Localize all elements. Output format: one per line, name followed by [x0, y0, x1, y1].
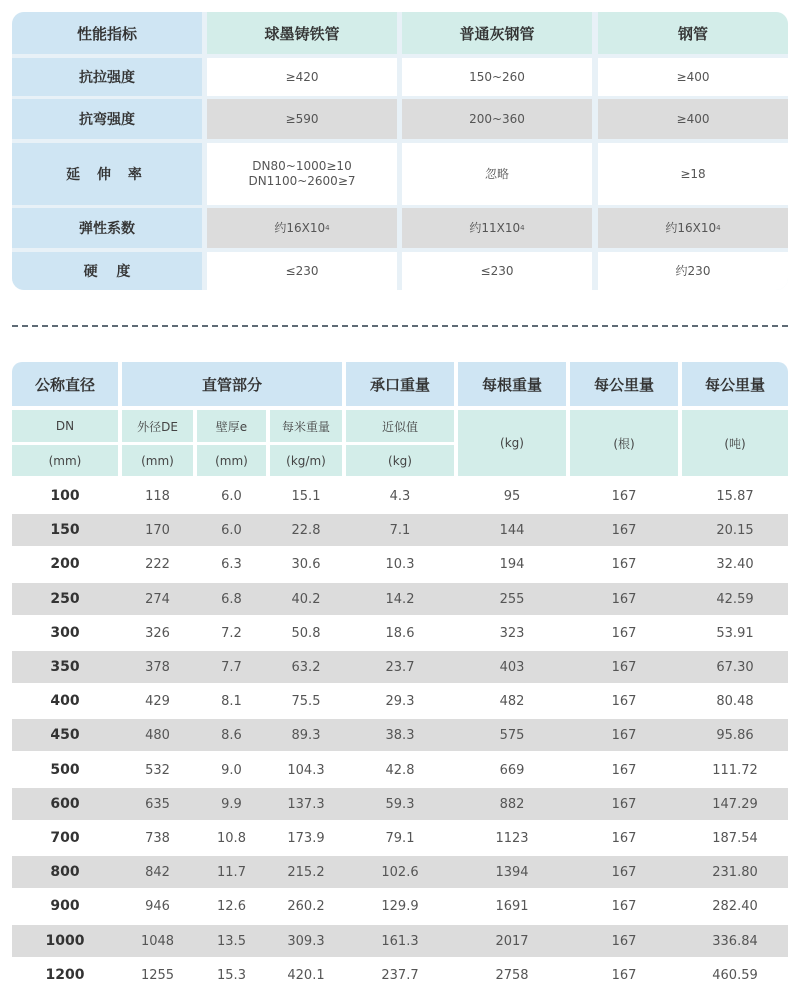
cell-per-km-weight: 111.72: [712, 762, 758, 778]
cell-per-km-weight: 336.84: [712, 933, 758, 949]
cell-per-piece-weight: 144: [499, 522, 525, 538]
cell-per-km-weight: 67.30: [716, 659, 754, 675]
cell-per-km-count: 167: [611, 659, 637, 675]
table-row: [12, 514, 788, 546]
cell-per-km-count: 167: [611, 830, 637, 846]
comparison-row: [12, 143, 788, 205]
cell-per-piece-weight: 2758: [495, 967, 529, 983]
cell-value: 200~360: [402, 99, 592, 139]
cell-per-meter-weight: 137.3: [287, 796, 325, 812]
table-row: [12, 548, 788, 580]
table-row: [12, 480, 788, 512]
cell-per-meter-weight: 420.1: [287, 967, 325, 983]
cell-socket-weight: 79.1: [385, 830, 415, 846]
row-label: 抗拉强度: [12, 58, 202, 96]
cell-value: ≥420: [207, 58, 397, 96]
cell-per-km-weight: 32.40: [716, 556, 754, 572]
cell-per-km-weight: 15.87: [716, 488, 754, 504]
elongation-line-2: DN1100~2600≥7: [248, 174, 356, 188]
cell-value: ≤230: [402, 252, 592, 290]
cell-outer-diameter: 1255: [140, 967, 175, 983]
cell-wall-thickness: 8.1: [221, 693, 242, 709]
cell-per-km-weight: 42.59: [716, 591, 754, 607]
cell-outer-diameter: 1048: [140, 933, 175, 949]
cell-outer-diameter: 842: [145, 864, 170, 880]
row-label: 延 伸 率: [12, 143, 202, 205]
cell-per-km-weight: 231.80: [712, 864, 758, 880]
cell-dn: 1200: [45, 967, 85, 983]
cell-outer-diameter: 532: [145, 762, 170, 778]
cell-socket-weight: 14.2: [385, 591, 415, 607]
subheader-dn: DN: [12, 410, 118, 442]
cell-wall-thickness: 15.3: [217, 967, 246, 983]
cell-per-piece-weight: 255: [499, 591, 525, 607]
cell-value: [598, 208, 788, 248]
cell-value: 约230: [598, 252, 788, 290]
subheader-ton-unit: (吨): [682, 410, 788, 476]
cell-dn: 1000: [45, 933, 85, 949]
cell-dn: 500: [50, 762, 80, 778]
subheader-count-unit: (根): [570, 410, 678, 476]
cell-outer-diameter: 480: [145, 727, 170, 743]
header-per-km-weight: 每公里量: [682, 362, 788, 406]
cell-per-piece-weight: 95: [503, 488, 521, 504]
cell-per-piece-weight: 1691: [495, 898, 529, 914]
cell-socket-weight: 129.9: [381, 898, 419, 914]
cell-dn: 350: [50, 659, 80, 675]
cell-per-piece-weight: 1394: [495, 864, 529, 880]
cell-socket-weight: 4.3: [389, 488, 411, 504]
cell-per-piece-weight: 403: [499, 659, 525, 675]
header-per-piece-weight: 每根重量: [458, 362, 566, 406]
cell-per-meter-weight: 260.2: [287, 898, 325, 914]
exponent: 4: [716, 223, 721, 232]
table-row: [12, 583, 788, 615]
comparison-header-row: [12, 12, 788, 54]
header-indicator: 性能指标: [12, 12, 202, 54]
elongation-line-1: DN80~1000≥10: [252, 159, 352, 173]
cell-per-meter-weight: 89.3: [291, 727, 321, 743]
table-row: [12, 925, 788, 957]
cell-socket-weight: 59.3: [385, 796, 415, 812]
cell-per-km-count: 167: [611, 591, 637, 607]
cell-per-km-count: 167: [611, 898, 637, 914]
comparison-row: [12, 208, 788, 248]
table-row: [12, 719, 788, 751]
cell-value: ≥400: [598, 99, 788, 139]
cell-per-km-count: 167: [611, 556, 637, 572]
cell-per-meter-weight: 104.3: [287, 762, 325, 778]
cell-wall-thickness: 12.6: [217, 898, 246, 914]
pipe-spec-table: [12, 362, 788, 990]
subheader-per-meter-unit: (kg/m): [270, 445, 342, 476]
cell-socket-weight: 18.6: [385, 625, 415, 641]
cell-dn: 900: [50, 898, 80, 914]
cell-socket-weight: 237.7: [381, 967, 419, 983]
header-ductile-iron: 球墨铸铁管: [207, 12, 397, 54]
cell-per-km-weight: 53.91: [716, 625, 754, 641]
cell-per-piece-weight: 882: [499, 796, 525, 812]
cell-wall-thickness: 6.0: [221, 488, 242, 504]
cell-value: ≥400: [598, 58, 788, 96]
modulus-value: 约16X10: [274, 220, 326, 235]
cell-per-meter-weight: 15.1: [291, 488, 321, 504]
subheader-wall-thickness: 壁厚e: [197, 410, 266, 442]
subheader-outer-diameter: 外径DE: [122, 410, 193, 442]
cell-value: [402, 208, 592, 248]
cell-outer-diameter: 635: [145, 796, 170, 812]
subheader-od-unit: (mm): [122, 445, 193, 476]
comparison-row: [12, 99, 788, 139]
cell-socket-weight: 38.3: [385, 727, 415, 743]
cell-value: ≤230: [207, 252, 397, 290]
cell-per-meter-weight: 173.9: [287, 830, 325, 846]
table-row: [12, 754, 788, 786]
cell-per-piece-weight: 2017: [495, 933, 529, 949]
cell-outer-diameter: 946: [145, 898, 170, 914]
cell-outer-diameter: 222: [145, 556, 170, 572]
cell-wall-thickness: 7.2: [221, 625, 242, 641]
table-row: [12, 822, 788, 854]
cell-outer-diameter: 378: [145, 659, 170, 675]
cell-per-km-count: 167: [611, 693, 637, 709]
cell-wall-thickness: 9.9: [221, 796, 242, 812]
cell-per-meter-weight: 22.8: [291, 522, 321, 538]
table-row: [12, 685, 788, 717]
cell-dn: 700: [50, 830, 80, 846]
header-straight-pipe: 直管部分: [122, 362, 342, 406]
cell-per-meter-weight: 40.2: [291, 591, 321, 607]
cell-dn: 250: [50, 591, 80, 607]
cell-dn: 150: [50, 522, 80, 538]
cell-wall-thickness: 6.0: [221, 522, 242, 538]
row-label: 抗弯强度: [12, 99, 202, 139]
cell-per-km-count: 167: [611, 488, 637, 504]
cell-per-km-weight: 460.59: [712, 967, 758, 983]
table-row: [12, 617, 788, 649]
cell-per-piece-weight: 669: [499, 762, 525, 778]
cell-per-km-weight: 187.54: [712, 830, 758, 846]
cell-socket-weight: 42.8: [385, 762, 415, 778]
row-label: 硬 度: [12, 252, 202, 290]
cell-socket-weight: 161.3: [381, 933, 419, 949]
subheader-wall-unit: (mm): [197, 445, 266, 476]
cell-value: [207, 143, 397, 205]
cell-per-km-weight: 282.40: [712, 898, 758, 914]
cell-per-km-count: 167: [611, 762, 637, 778]
cell-per-meter-weight: 215.2: [287, 864, 325, 880]
cell-dn: 600: [50, 796, 80, 812]
cell-per-meter-weight: 75.5: [291, 693, 321, 709]
header-per-km-count: 每公里量: [570, 362, 678, 406]
header-socket-weight: 承口重量: [346, 362, 454, 406]
cell-socket-weight: 102.6: [381, 864, 419, 880]
cell-socket-weight: 10.3: [385, 556, 415, 572]
cell-per-piece-weight: 482: [499, 693, 525, 709]
cell-per-km-count: 167: [611, 796, 637, 812]
cell-outer-diameter: 326: [145, 625, 170, 641]
cell-per-km-count: 167: [611, 933, 637, 949]
cell-wall-thickness: 7.7: [221, 659, 242, 675]
cell-per-piece-weight: 194: [499, 556, 525, 572]
cell-dn: 800: [50, 864, 80, 880]
cell-socket-weight: 29.3: [385, 693, 415, 709]
cell-per-km-weight: 80.48: [716, 693, 754, 709]
cell-value: 忽略: [402, 143, 592, 205]
cell-wall-thickness: 11.7: [217, 864, 246, 880]
table-row: [12, 959, 788, 991]
cell-outer-diameter: 738: [145, 830, 170, 846]
cell-wall-thickness: 6.8: [221, 591, 242, 607]
cell-dn: 300: [50, 625, 80, 641]
cell-socket-weight: 7.1: [389, 522, 411, 538]
subheader-piece-unit: (kg): [458, 410, 566, 476]
comparison-row: [12, 252, 788, 290]
subheader-dn-unit: (mm): [12, 445, 118, 476]
cell-per-meter-weight: 30.6: [291, 556, 321, 572]
cell-outer-diameter: 274: [145, 591, 170, 607]
cell-wall-thickness: 13.5: [217, 933, 246, 949]
row-label: 弹性系数: [12, 208, 202, 248]
cell-wall-thickness: 9.0: [221, 762, 242, 778]
modulus-value: 约11X10: [469, 220, 521, 235]
cell-outer-diameter: 429: [145, 693, 170, 709]
cell-per-piece-weight: 575: [499, 727, 525, 743]
cell-wall-thickness: 10.8: [217, 830, 246, 846]
table-row: [12, 856, 788, 888]
header-gray-pipe: 普通灰钢管: [402, 12, 592, 54]
cell-dn: 450: [50, 727, 80, 743]
comparison-row: [12, 58, 788, 96]
subheader-approx: 近似值: [346, 410, 454, 442]
modulus-value: 约16X10: [665, 220, 717, 235]
cell-wall-thickness: 6.3: [221, 556, 242, 572]
cell-per-km-count: 167: [611, 522, 637, 538]
cell-outer-diameter: 170: [145, 522, 170, 538]
performance-comparison-table: [12, 12, 788, 290]
cell-per-km-count: 167: [611, 727, 637, 743]
table-row: [12, 890, 788, 922]
header-nominal-diameter: 公称直径: [12, 362, 118, 406]
cell-per-piece-weight: 323: [499, 625, 525, 641]
cell-wall-thickness: 8.6: [221, 727, 242, 743]
cell-per-km-count: 167: [611, 967, 637, 983]
table-row: [12, 651, 788, 683]
cell-per-piece-weight: 1123: [495, 830, 529, 846]
dashed-divider: [12, 325, 788, 327]
exponent: 4: [520, 223, 525, 232]
cell-value: 150~260: [402, 58, 592, 96]
cell-per-km-weight: 95.86: [716, 727, 754, 743]
table-row: [12, 788, 788, 820]
exponent: 4: [325, 223, 330, 232]
cell-per-meter-weight: 309.3: [287, 933, 325, 949]
cell-per-meter-weight: 63.2: [291, 659, 321, 675]
cell-per-km-weight: 20.15: [716, 522, 754, 538]
subheader-per-meter-weight: 每米重量: [270, 410, 342, 442]
cell-per-km-weight: 147.29: [712, 796, 758, 812]
cell-socket-weight: 23.7: [385, 659, 415, 675]
cell-value: ≥18: [598, 143, 788, 205]
cell-dn: 100: [50, 488, 80, 504]
cell-per-meter-weight: 50.8: [291, 625, 321, 641]
cell-value: [207, 208, 397, 248]
cell-dn: 200: [50, 556, 80, 572]
subheader-socket-unit: (kg): [346, 445, 454, 476]
cell-per-km-count: 167: [611, 625, 637, 641]
cell-dn: 400: [50, 693, 80, 709]
cell-value: ≥590: [207, 99, 397, 139]
cell-outer-diameter: 118: [145, 488, 170, 504]
header-steel-pipe: 钢管: [598, 12, 788, 54]
cell-per-km-count: 167: [611, 864, 637, 880]
